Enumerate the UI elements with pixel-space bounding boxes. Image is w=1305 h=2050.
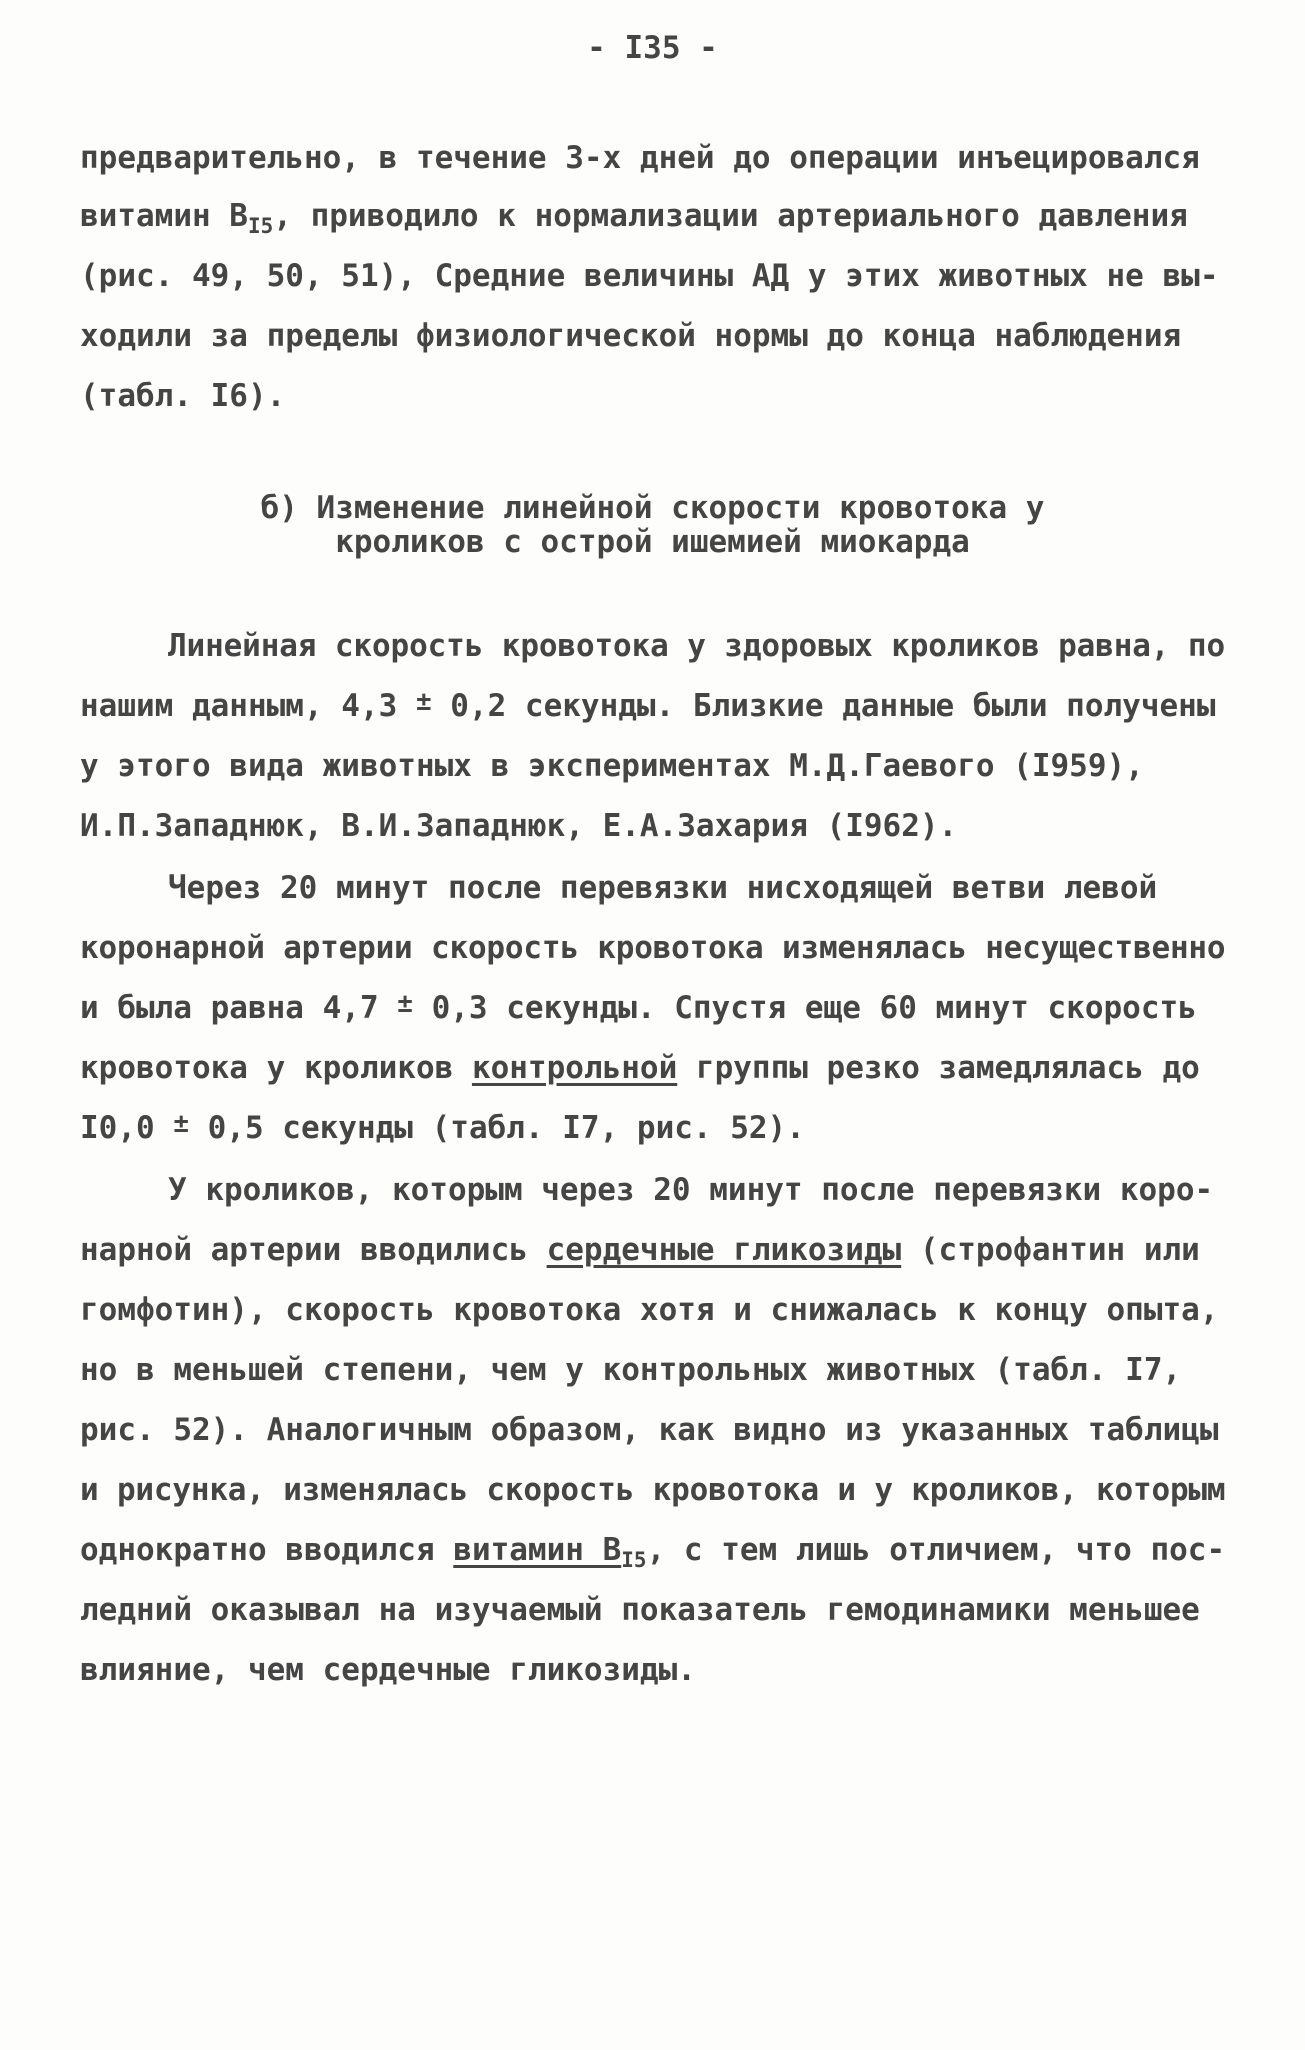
text-run: 0,5 секунды (табл. I7, рис. 52).	[188, 1110, 805, 1146]
text-run: , с тем лишь отличием, что пос-	[646, 1532, 1226, 1568]
text-run: I0,0	[80, 1110, 174, 1146]
paragraph-3-line-5	[80, 1108, 805, 1148]
paragraph-4-line-2	[80, 1230, 1200, 1270]
section-heading-line-1: б) Изменение линейной скорости кровотока у	[260, 490, 1045, 526]
text-run: 0,3 секунды. Спустя еще 60 минут скорость	[412, 990, 1197, 1026]
text-run: витамин B	[80, 198, 248, 234]
plus-minus-sign: ±	[397, 989, 413, 1019]
text-run: витамин B	[453, 1532, 622, 1568]
text-run: (строфантин или	[901, 1232, 1200, 1268]
subscript: I5	[247, 214, 274, 238]
paragraph-3-line-4	[80, 1048, 1200, 1088]
text-run: нарной артерии вводились	[80, 1232, 547, 1268]
underlined-term: контрольной	[471, 1050, 678, 1086]
paragraph-4-line-8: ледний оказывал на изучаемый показатель гемодинамики меньшее	[80, 1592, 1200, 1628]
paragraph-3-line-2: коронарной артерии скорость кровотока изменялась несущественно	[80, 930, 1226, 966]
paragraph-4-line-9: влияние, чем сердечные гликозиды.	[80, 1652, 696, 1688]
paragraph-2-line-1: Линейная скорость кровотока у здоровых кроликов равна, по	[168, 628, 1225, 664]
paragraph-2-line-2	[80, 686, 1215, 726]
plus-minus-sign: ±	[415, 687, 432, 717]
paragraph-2-line-3: у этого вида животных в экспериментах М.Д.Гаевого (I959),	[80, 748, 1144, 784]
underlined-term	[453, 1532, 647, 1572]
text-run: 0,2 секунды. Близкие данные были получены	[431, 688, 1216, 724]
paragraph-1-line-5: (табл. I6).	[80, 378, 286, 414]
paragraph-1-line-1: предварительно, в течение 3-х дней до операции инъецировался	[80, 140, 1200, 176]
page-number: - I35 -	[587, 30, 718, 66]
text-run: нашим данным, 4,3	[80, 688, 416, 724]
paragraph-3-line-1: Через 20 минут после перевязки нисходящей ветви левой	[168, 870, 1158, 906]
section-heading-line-2: кроликов с острой ишемией миокарда	[335, 524, 970, 560]
underlined-term: сердечные гликозиды	[546, 1232, 902, 1268]
paragraph-4-line-4: но в меньшей степени, чем у контрольных животных (табл. I7,	[80, 1352, 1182, 1388]
paragraph-4-line-7	[80, 1530, 1225, 1570]
paragraph-3-line-3	[80, 988, 1197, 1028]
paragraph-1-line-3: (рис. 49, 50, 51), Средние величины АД у этих животных не вы-	[80, 258, 1219, 294]
subscript: I5	[621, 1548, 647, 1572]
text-run: группы резко замедлялась до	[677, 1050, 1200, 1086]
text-run: , приводило к нормализации артериального давления	[273, 198, 1188, 234]
paragraph-4-line-3: гомфотин), скорость кровотока хотя и снижалась к концу опыта,	[80, 1292, 1219, 1328]
plus-minus-sign: ±	[173, 1109, 189, 1139]
paragraph-4-line-6: и рисунка, изменялась скорость кровотока и у кроликов, которым	[80, 1472, 1226, 1508]
paragraph-2-line-4: И.П.Западнюк, В.И.Западнюк, Е.А.Захария (I962).	[80, 808, 958, 844]
paragraph-4-line-5: рис. 52). Аналогичным образом, как видно из указанных таблицы	[80, 1412, 1219, 1448]
text-run: однократно вводился	[80, 1532, 454, 1568]
paragraph-4-line-1: У кроликов, которым через 20 минут после перевязки коро-	[168, 1172, 1214, 1208]
text-run: и была равна 4,7	[80, 990, 398, 1026]
paragraph-1-line-2	[80, 196, 1188, 236]
paragraph-1-line-4: ходили за пределы физиологической нормы до конца наблюдения	[80, 318, 1182, 354]
text-run: кровотока у кроликов	[80, 1050, 472, 1086]
